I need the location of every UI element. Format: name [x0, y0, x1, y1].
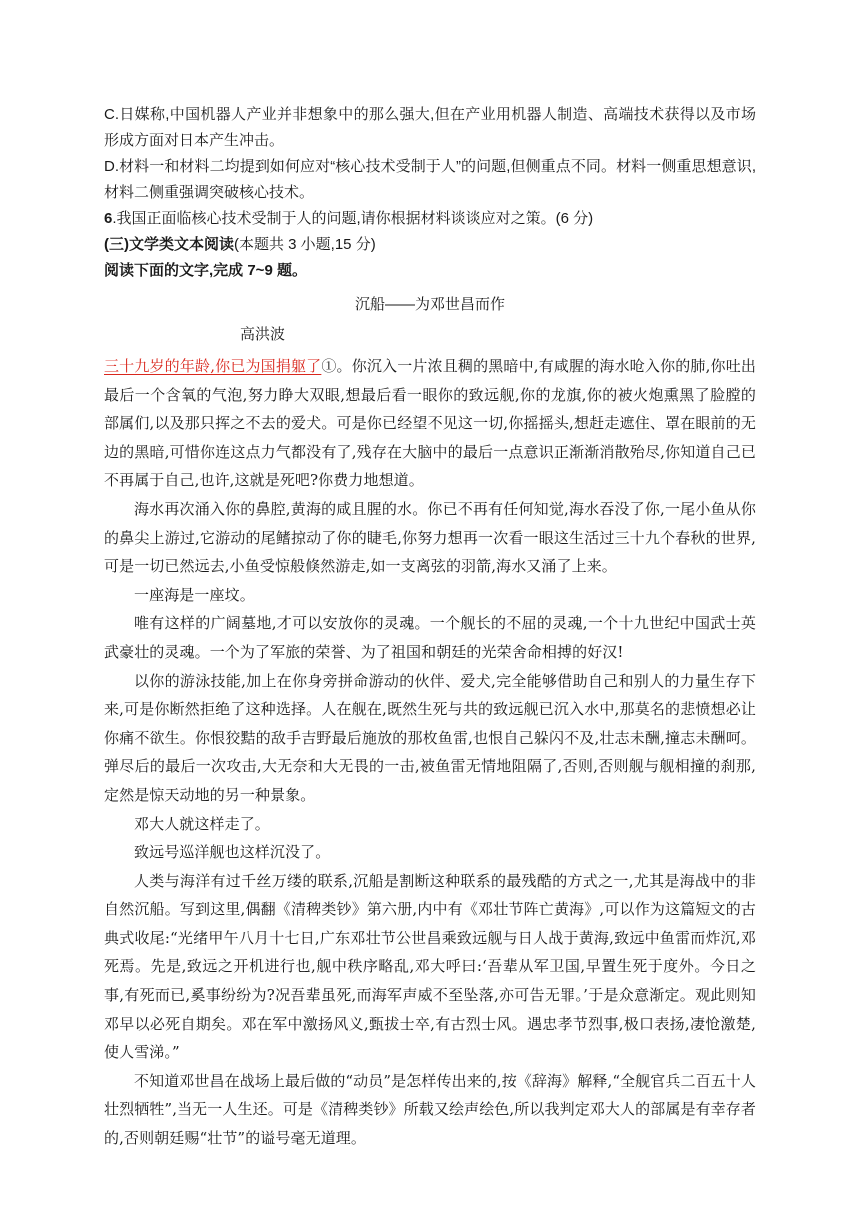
document-page	[104, 102, 756, 1153]
question-6	[104, 206, 756, 232]
article-paragraph-5: 以你的游泳技能,加上在你身旁拼命游动的伙伴、爱犬,完全能够借助自己和别人的力量生存下来,可是你断然拒绝了这种选择。人在舰在,既然生死与共的致远舰已沉入水中,那莫名的悲愤想必让你痛不欲生。你恨狡黠的敌手吉野最后施放的那枚鱼雷,也恨自己躲闪不及,壮志未酬,撞志未酬呵。弹尽后的最后一次攻击,大无奈和大无畏的一击,被鱼雷无情地阻隔了,否则,否则舰与舰相撞的刹那,定然是惊天动地的另一种景象。	[104, 671, 756, 804]
question-6-text: .我国正面临核心技术受制于人的问题,请你根据材料谈谈应对之策。(6 分)	[112, 210, 594, 227]
option-c: C.日媒称,中国机器人产业并非想象中的那么强大,但在产业用机器人制造、高端技术获得以及市场形成方面对日本产生冲击。	[104, 106, 756, 149]
reading-instruction: 阅读下面的文字,完成 7~9 题。	[104, 262, 307, 279]
article-paragraph-4: 唯有这样的广阔墓地,才可以安放你的灵魂。一个舰长的不屈的灵魂,一个十九世纪中国武士英武豪壮的灵魂。一个为了军旅的荣誉、为了祖国和朝廷的光荣舍命相搏的好汉!	[104, 614, 756, 661]
article-paragraph-7: 致远号巡洋舰也这样沉没了。	[134, 843, 331, 862]
section-heading	[104, 232, 756, 258]
article-paragraph-9: 不知道邓世昌在战场上最后做的“动员”是怎样传出来的,按《辞海》解释,“全舰官兵二百五十人壮烈牺牲”,当无一人生还。可是《清稗类钞》所载又绘声绘色,所以我判定邓大人的部属是有幸存者的,否则朝廷赐“壮节”的谥号毫无道理。	[104, 1071, 756, 1148]
article-paragraph-3: 一座海是一座坟。	[134, 585, 255, 604]
article-author: 高洪波	[240, 326, 286, 343]
article-paragraph-1	[104, 352, 756, 495]
article-title: 沉船——为邓世昌而作	[354, 296, 505, 313]
question-6-number: 6	[104, 210, 113, 227]
footnote-marker: ①	[321, 357, 337, 375]
option-d: D.材料一和材料二均提到如何应对“核心技术受制于人”的问题,但侧重点不同。材料一侧重思想意识,材料二侧重强调突破核心技术。	[104, 158, 756, 201]
paragraph-1-text: 。你沉入一片浓且稠的黑暗中,有咸腥的海水呛入你的肺,你吐出最后一个含氧的气泡,努力睁大双眼,想最后看一眼你的致远舰,你的龙旗,你的被火炮熏黑了脸膛的部属们,以及那只挥之不去的爱犬。可是你已经望不见这一切,你摇摇头,想赶走遮住、罩在眼前的无边的黑暗,可惜你连这点力气都没有了,残存在大脑中的最后一点意识正渐渐消散殆尽,你知道自己已不再属于自己,也许,这就是死吧?你费力地想道。	[104, 357, 756, 490]
article-paragraph-8: 人类与海洋有过千丝万缕的联系,沉船是割断这种联系的最残酷的方式之一,尤其是海战中的非自然沉船。写到这里,偶翻《清稗类钞》第六册,内中有《邓壮节阵亡黄海》,可以作为这篇短文的古典式收尾:“光绪甲午八月十七日,广东邓壮节公世昌乘致远舰与日人战于黄海,致远中鱼雷而炸沉,邓死焉。先是,致远之开机进行也,舰中秩序略乱,邓大呼曰:‘吾辈从军卫国,早置生死于度外。今日之事,有死而已,奚事纷纷为?况吾辈虽死,而海军声威不至坠落,亦可告无罪。’于是众意渐定。观此则知邓早以必死自期矣。邓在军中激扬风义,甄拔士卒,有古烈士风。遇忠孝节烈事,极口表扬,凄怆激楚,使人雪涕。”	[104, 871, 756, 1062]
section-3-title: (三)文学类文本阅读	[104, 236, 234, 253]
underlined-phrase: 三十九岁的年龄,你已为国捐躯了	[104, 357, 322, 375]
section-3-note: (本题共 3 小题,15 分)	[234, 236, 376, 253]
article-paragraph-2: 海水再次涌入你的鼻腔,黄海的咸且腥的水。你已不再有任何知觉,海水吞没了你,一尾小鱼从你的鼻尖上游过,它游动的尾鳍掠动了你的睫毛,你努力想再一次看一眼这生活过三十九个春秋的世界,可是一切已然远去,小鱼受惊般倏然游走,如一支离弦的羽箭,海水又涌了上来。	[104, 499, 756, 576]
article-paragraph-6: 邓大人就这样走了。	[134, 814, 270, 833]
